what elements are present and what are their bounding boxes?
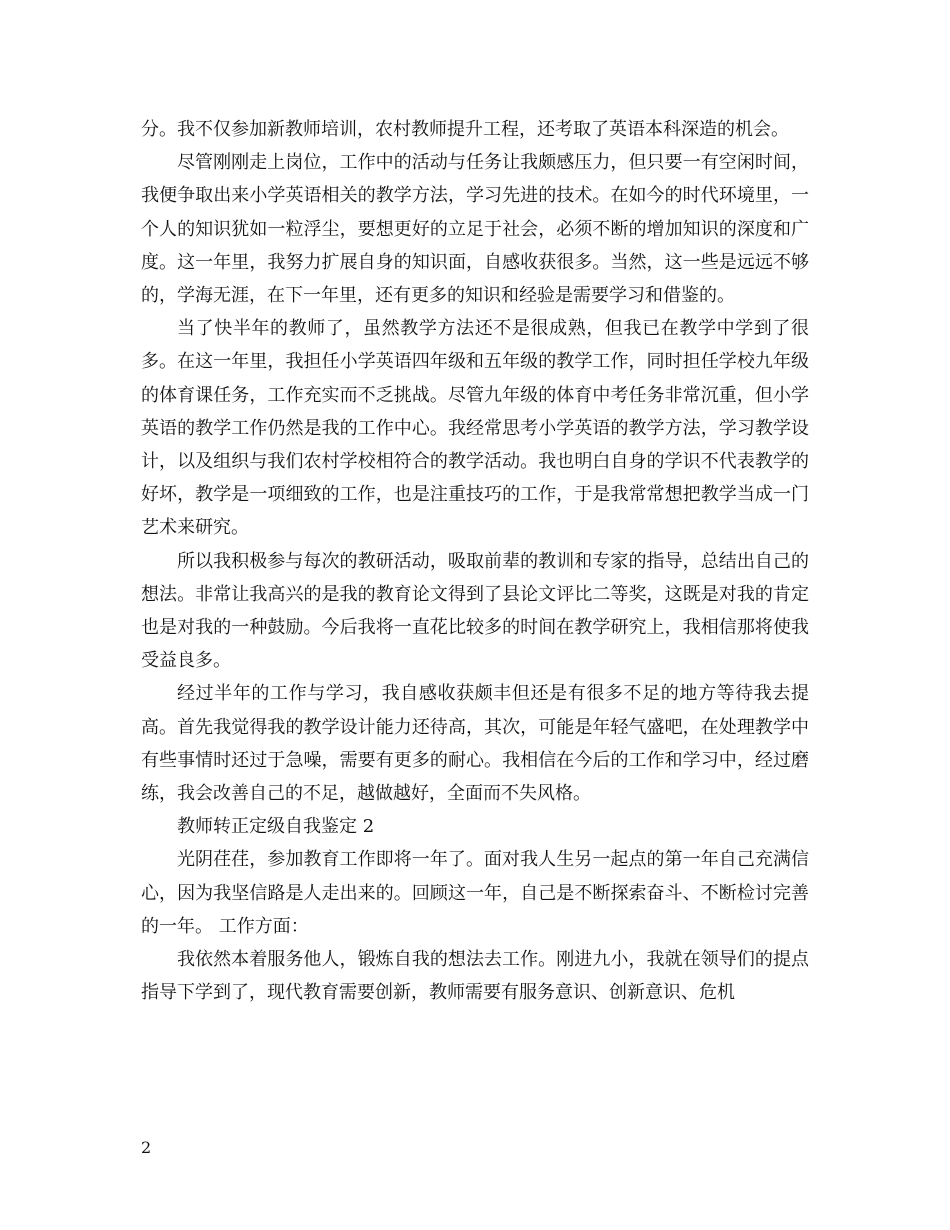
paragraph-7: 我依然本着服务他人，锻炼自我的想法去工作。刚进九小，我就在领导们的提点指导下学到了，现代教育需要创新，教师需要有服务意识、创新意识、危机 [141, 949, 809, 1004]
document-body [141, 113, 809, 1009]
paragraph-1: 分。我不仅参加新教师培训，农村教师提升工程，还考取了英语本科深造的机会。 [141, 119, 789, 140]
paragraph-3: 当了快半年的教师了，虽然教学方法还不是很成熟，但我已在教学中学到了很多。在这一年里，我担任小学英语四年级和五年级的教学工作，同时担任学校九年级的体育课任务，工作充实而不乏挑战。尽管九年级的体育中考任务非常沉重，但小学英语的教学工作仍然是我的工作中心。我经常思考小学英语的教学方法，学习教学设计，以及组织与我们农村学校相符合的教学活动。我也明白自身的学识不代表教学的好坏，教学是一项细致的工作，也是注重技巧的工作，于是我常常想把教学当成一门艺术来研究。 [141, 318, 809, 539]
section-heading: 教师转正定级自我鉴定 2 [177, 816, 375, 838]
paragraph-4: 所以我积极参与每次的教研活动，吸取前辈的教训和专家的指导，总结出自己的想法。非常让我高兴的是我的教育论文得到了县论文评比二等奖，这既是对我的肯定也是对我的一种鼓励。今后我将一直花比较多的时间在教学研究上，我相信那将使我受益良多。 [141, 550, 809, 672]
paragraph-2: 尽管刚刚走上岗位，工作中的活动与任务让我颇感压力，但只要一有空闲时间，我便争取出来小学英语相关的教学方法，学习先进的技术。在如今的时代环境里，一个人的知识犹如一粒浮尘，要想更好的立足于社会，必须不断的增加知识的深度和广度。这一年里，我努力扩展自身的知识面，自感收获很多。当然，这一些是远远不够的，学海无涯，在下一年里，还有更多的知识和经验是需要学习和借鉴的。 [141, 152, 809, 307]
page-number: 2 [141, 1138, 152, 1157]
paragraph-5: 经过半年的工作与学习，我自感收获颇丰但还是有很多不足的地方等待我去提高。首先我觉得我的教学设计能力还待高，其次，可能是年轻气盛吧，在处理教学中有些事情时还过于急噪，需要有更多的耐心。我相信在今后的工作和学习中，经过磨练，我会改善自己的不足，越做越好，全面而不失风格。 [141, 683, 809, 805]
paragraph-6: 光阴荏荏，参加教育工作即将一年了。面对我人生另一起点的第一年自己充满信心，因为我坚信路是人走出来的。回顾这一年，自己是不断探索奋斗、不断检讨完善的一年。 工作方面： [141, 849, 809, 937]
